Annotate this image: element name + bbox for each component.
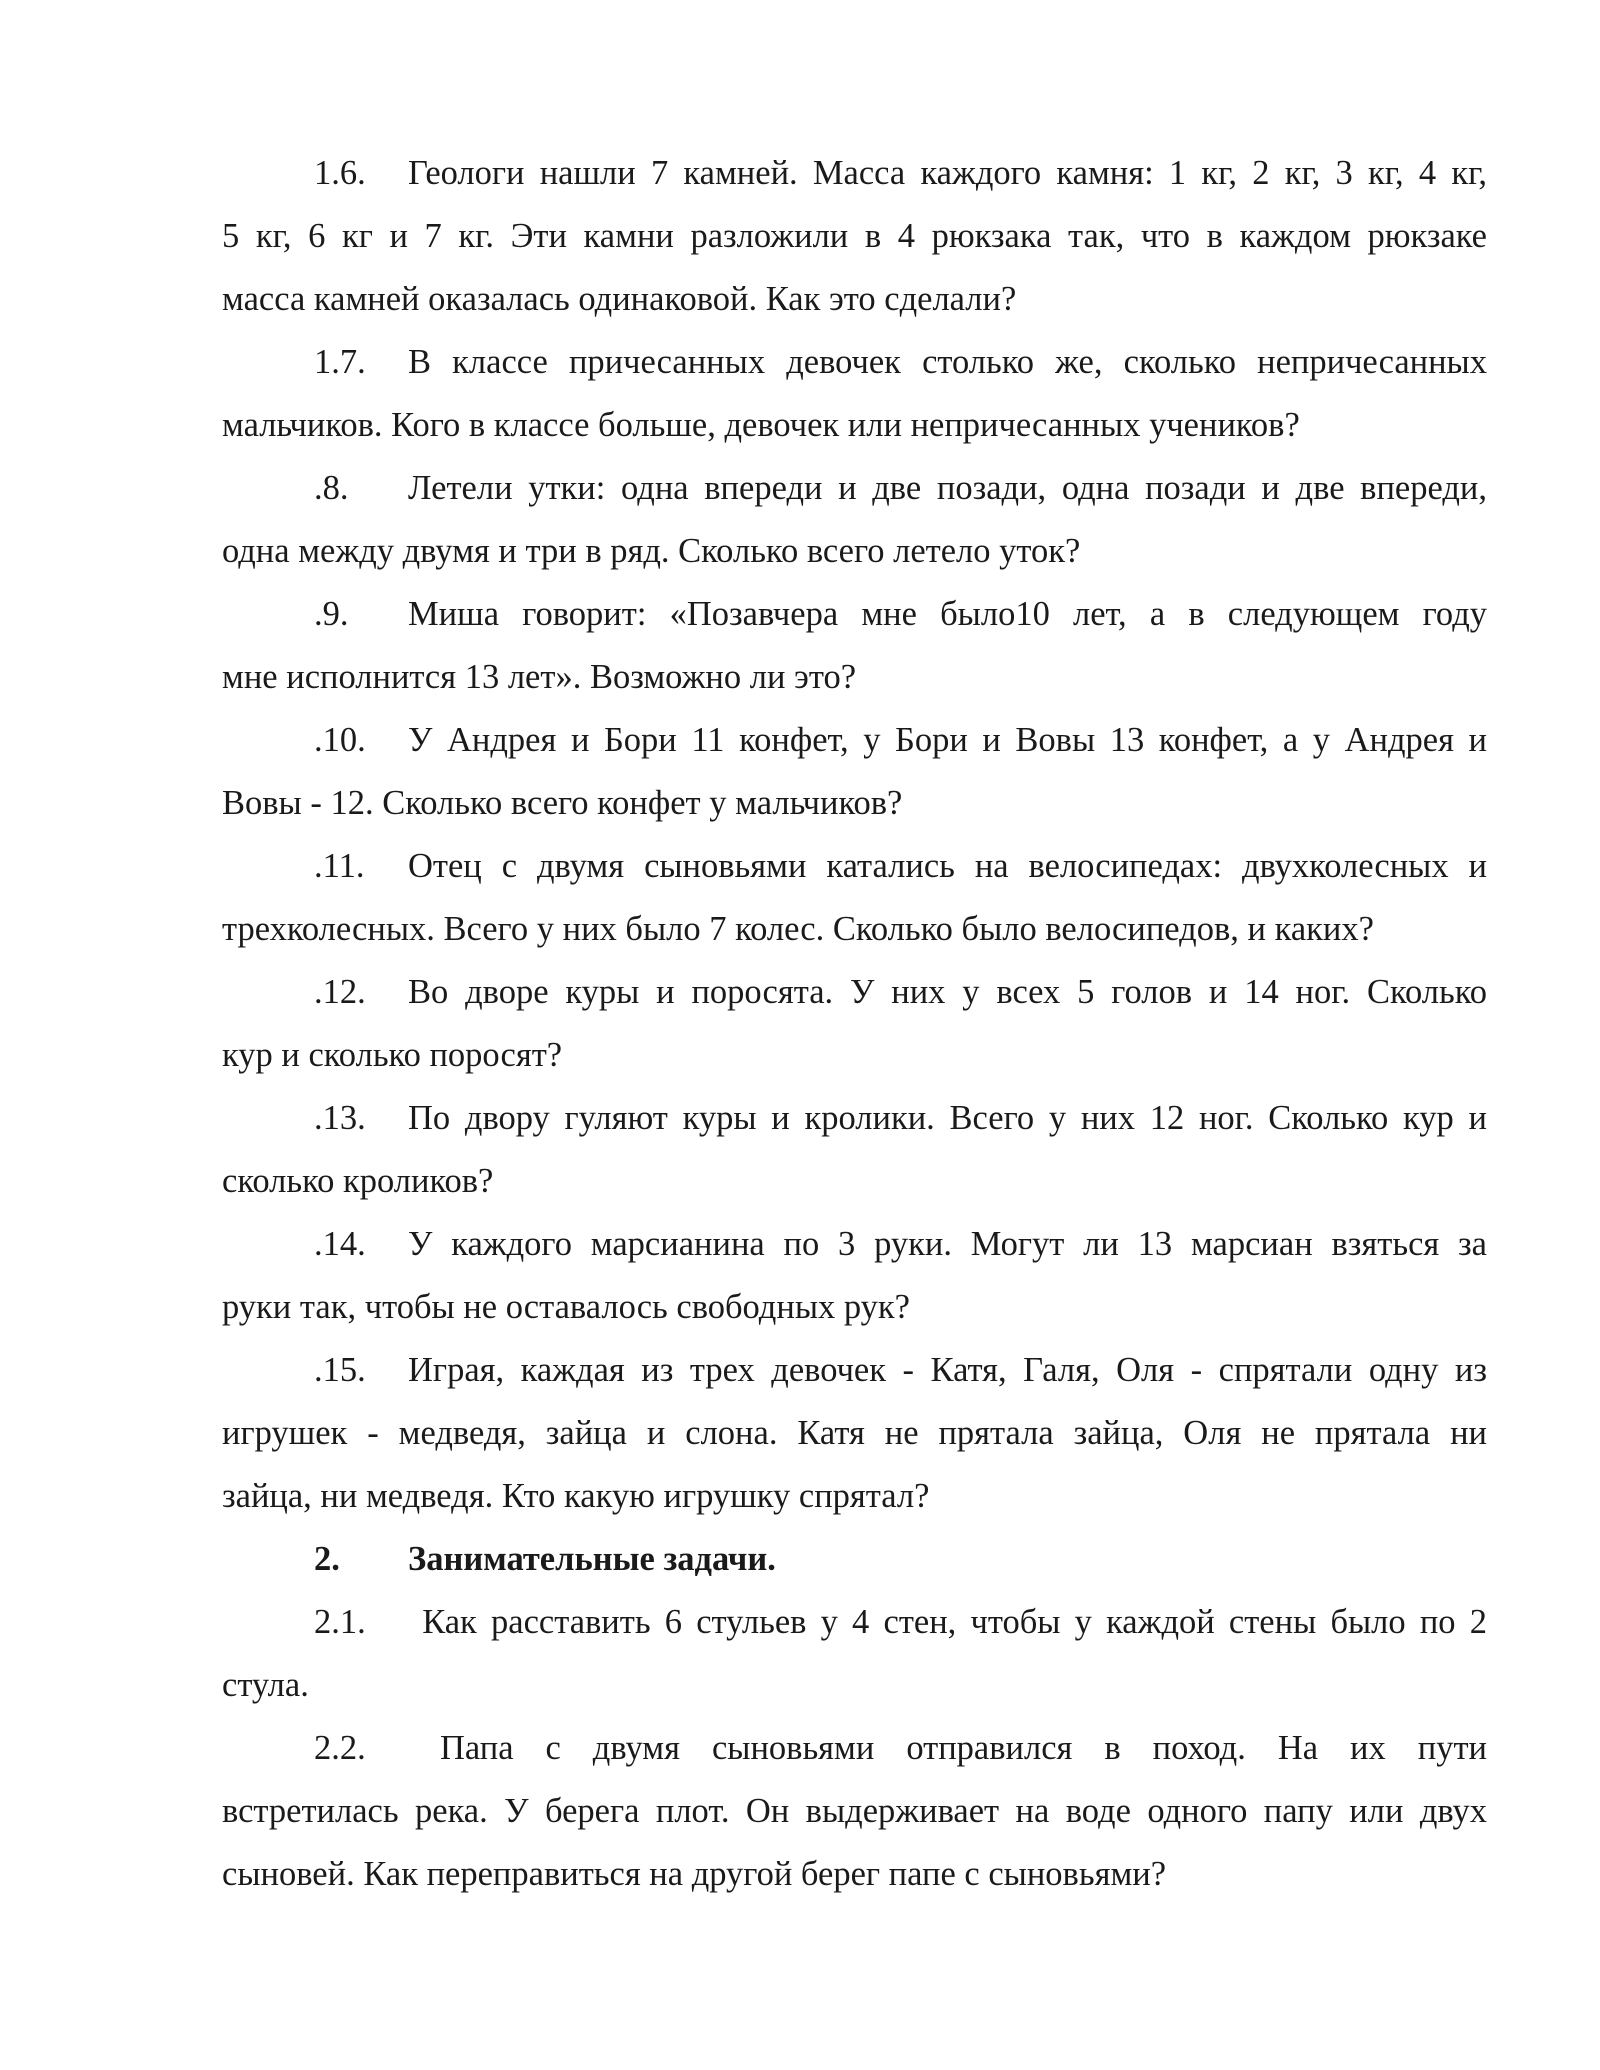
line-text: масса камней оказалась одинаковой. Как это сделали? (222, 280, 1017, 318)
problem-number: 2.2. (314, 1729, 366, 1767)
paragraph-first-line (222, 1591, 1487, 1654)
line-text: В классе причесанных девочек столько же, сколько непричесанных (408, 343, 1487, 381)
problem-number: 1.7. (314, 343, 366, 381)
problem-number: .12. (314, 973, 366, 1011)
paragraph-first-line (222, 1528, 1487, 1591)
paragraph-line (222, 1780, 1487, 1843)
problem-number: .13. (314, 1099, 366, 1137)
problem-paragraph (222, 1591, 1487, 1717)
line-text: зайца, ни медведя. Кто какую игрушку спрятал? (222, 1477, 930, 1515)
line-text: У Андрея и Бори 11 конфет, у Бори и Вовы 13 конфет, а у Андрея и (408, 721, 1487, 759)
paragraph-line (222, 898, 1487, 961)
line-text: Отец с двумя сыновьями катались на велосипедах: двухколесных и (408, 847, 1487, 885)
line-text: встретилась река. У берега плот. Он выдерживает на воде одного папу или двух (222, 1792, 1487, 1830)
paragraph-line (222, 646, 1487, 709)
line-text: По двору гуляют куры и кролики. Всего у них 12 ног. Сколько кур и (408, 1099, 1487, 1137)
paragraph-line (222, 1843, 1487, 1906)
problem-number: .14. (314, 1225, 366, 1263)
problem-paragraph (222, 961, 1487, 1087)
problem-paragraph (222, 1087, 1487, 1213)
paragraph-line (222, 1024, 1487, 1087)
problem-paragraph (222, 1339, 1487, 1528)
problem-number: .11. (314, 847, 365, 885)
problem-number: .15. (314, 1351, 366, 1389)
line-text: Миша говорит: «Позавчера мне было10 лет, а в следующем году (408, 595, 1487, 633)
line-text: Геологи нашли 7 камней. Масса каждого камня: 1 кг, 2 кг, 3 кг, 4 кг, (408, 154, 1487, 192)
problem-paragraph (222, 835, 1487, 961)
line-text: сколько кроликов? (222, 1162, 494, 1200)
paragraph-first-line (222, 1087, 1487, 1150)
paragraph-line (222, 205, 1487, 268)
line-text: Летели утки: одна впереди и две позади, одна позади и две впереди, (408, 469, 1487, 507)
section-heading (222, 1528, 1487, 1591)
problem-paragraph (222, 709, 1487, 835)
problem-paragraph (222, 331, 1487, 457)
paragraph-line (222, 268, 1487, 331)
paragraph-first-line (222, 331, 1487, 394)
problem-paragraph (222, 1213, 1487, 1339)
paragraph-line (222, 1402, 1487, 1465)
line-text: мне исполнится 13 лет». Возможно ли это? (222, 658, 857, 696)
paragraph-first-line (222, 835, 1487, 898)
paragraph-line (222, 1465, 1487, 1528)
problem-number: 2.1. (314, 1603, 366, 1641)
line-text: Занимательные задачи. (408, 1540, 776, 1578)
line-text: трехколесных. Всего у них было 7 колес. Сколько было велосипедов, и каких? (222, 910, 1374, 948)
paragraph-line (222, 1654, 1487, 1717)
paragraph-first-line (222, 142, 1487, 205)
paragraph-line (222, 394, 1487, 457)
problem-number: .8. (314, 469, 349, 507)
line-text: мальчиков. Кого в классе больше, девочек или непричесанных учеников? (222, 406, 1300, 444)
problem-number: .9. (314, 595, 349, 633)
line-text: 5 кг, 6 кг и 7 кг. Эти камни разложили в 4 рюкзака так, что в каждом рюкзаке (222, 217, 1487, 255)
paragraph-line (222, 520, 1487, 583)
line-text: Как расставить 6 стульев у 4 стен, чтобы у каждой стены было по 2 (408, 1603, 1487, 1641)
problem-paragraph (222, 142, 1487, 331)
line-text: стула. (222, 1666, 309, 1704)
line-text: сыновей. Как переправиться на другой берег папе с сыновьями? (222, 1855, 1167, 1893)
paragraph-first-line (222, 709, 1487, 772)
paragraph-line (222, 772, 1487, 835)
paragraph-first-line (222, 1717, 1487, 1780)
paragraph-first-line (222, 583, 1487, 646)
paragraph-line (222, 1150, 1487, 1213)
problem-number: 1.6. (314, 154, 366, 192)
paragraph-first-line (222, 1213, 1487, 1276)
paragraph-first-line (222, 1339, 1487, 1402)
line-text: У каждого марсианина по 3 руки. Могут ли 13 марсиан взяться за (408, 1225, 1487, 1263)
problem-paragraph (222, 583, 1487, 709)
line-text: одна между двумя и три в ряд. Сколько всего летело уток? (222, 532, 1081, 570)
line-text: Во дворе куры и поросята. У них у всех 5 голов и 14 ног. Сколько (408, 973, 1487, 1011)
problem-paragraph (222, 1717, 1487, 1906)
line-text: Играя, каждая из трех девочек - Катя, Галя, Оля - спрятали одну из (408, 1351, 1487, 1389)
paragraph-line (222, 1276, 1487, 1339)
problem-number: .10. (314, 721, 366, 759)
paragraph-first-line (222, 457, 1487, 520)
paragraph-first-line (222, 961, 1487, 1024)
line-text: Папа с двумя сыновьями отправился в поход. На их пути (408, 1729, 1487, 1767)
problem-number: 2. (314, 1540, 340, 1578)
line-text: руки так, чтобы не оставалось свободных рук? (222, 1288, 910, 1326)
line-text: игрушек - медведя, зайца и слона. Катя не прятала зайца, Оля не прятала ни (222, 1414, 1487, 1452)
problem-paragraph (222, 457, 1487, 583)
line-text: кур и сколько поросят? (222, 1036, 563, 1074)
line-text: Вовы - 12. Сколько всего конфет у мальчиков? (222, 784, 903, 822)
